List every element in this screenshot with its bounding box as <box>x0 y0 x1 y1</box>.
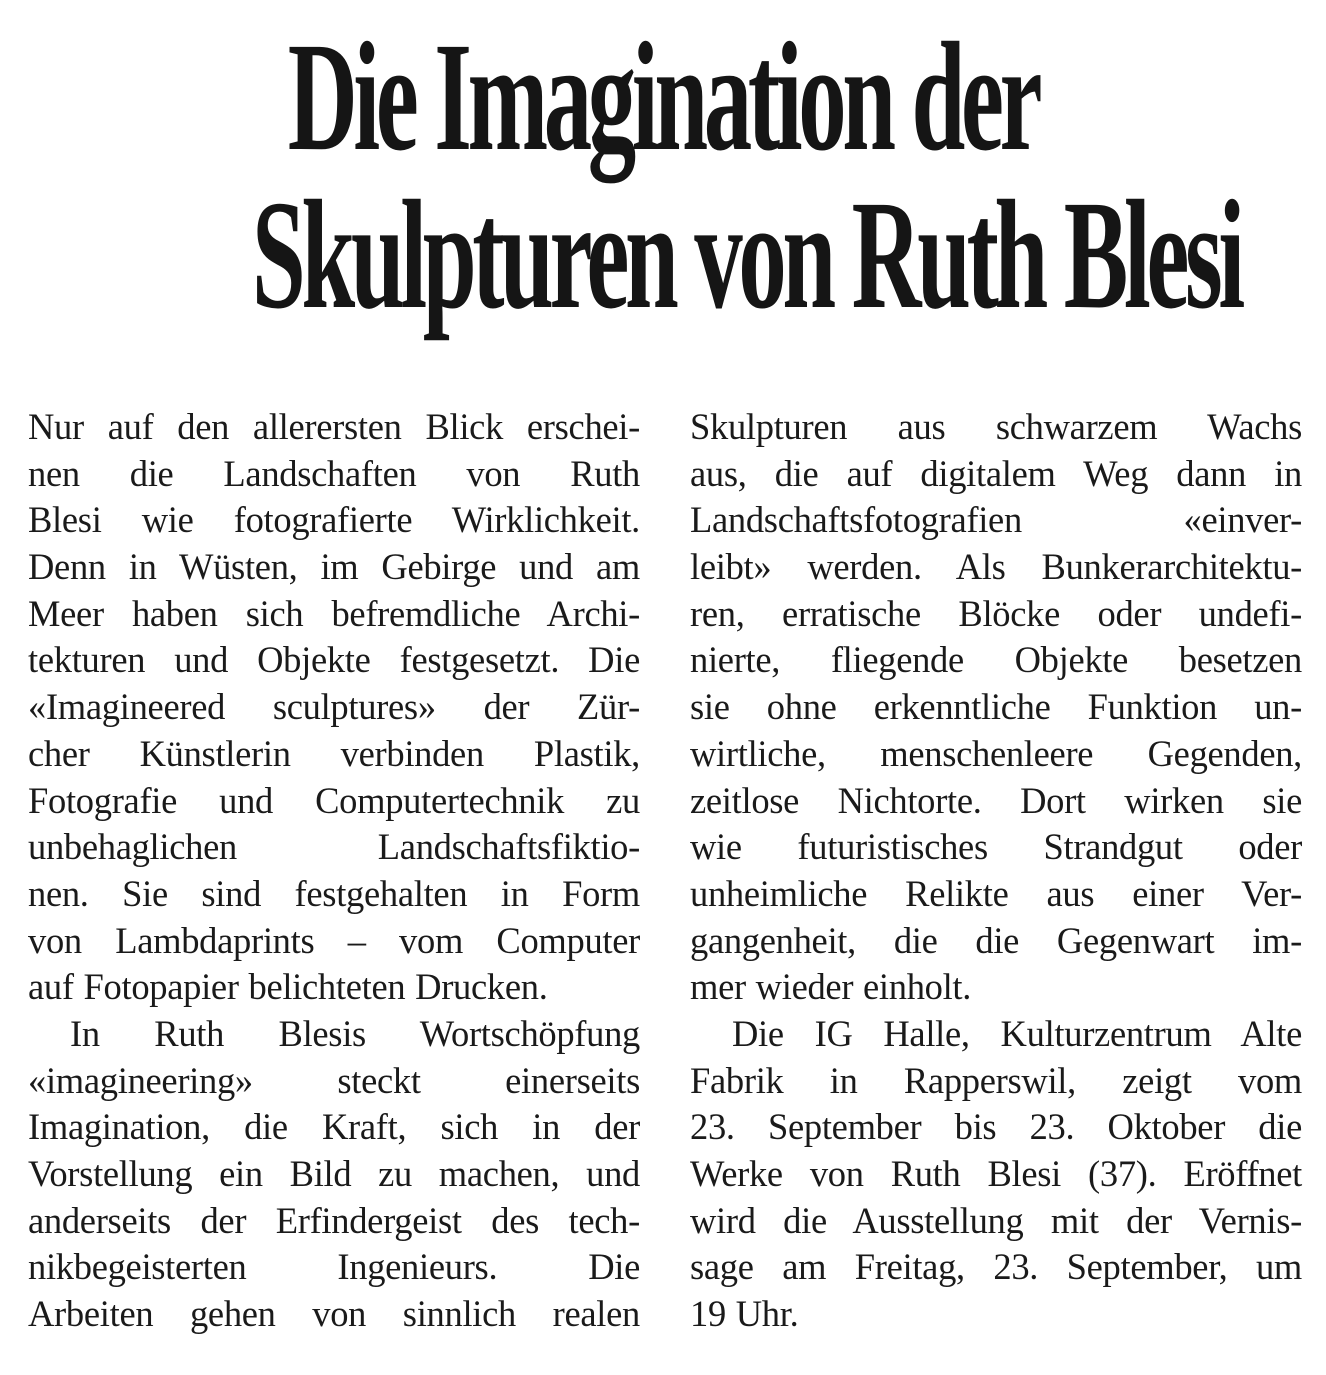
article-body <box>28 404 1308 1364</box>
text-line: «Imagineered sculptures» der Zür- <box>28 686 640 728</box>
text-line: unbehaglichen Landschaftsfiktio- <box>28 826 640 868</box>
text-line: Fabrik in Rapperswil, zeigt vom <box>690 1059 1302 1101</box>
text-line: nikbegeisterten Ingenieurs. Die <box>28 1246 640 1288</box>
article-headline <box>251 10 1241 341</box>
text-line: von Lambdaprints – vom Computer <box>28 919 640 961</box>
text-line: nierte, fliegende Objekte besetzen <box>690 639 1302 681</box>
text-line: cher Künstlerin verbinden Plastik, <box>28 732 640 774</box>
text-line: 19 Uhr. <box>690 1293 799 1335</box>
text-line: mer wieder einholt. <box>690 966 972 1008</box>
text-line: zeitlose Nichtorte. Dort wirken sie <box>690 779 1302 821</box>
text-line: Meer haben sich befremdliche Archi- <box>28 592 640 634</box>
text-line: Blesi wie fotografierte Wirklichkeit. <box>28 499 640 541</box>
text-line: gangenheit, die die Gegenwart im- <box>690 919 1302 961</box>
text-line: Fotografie und Computertechnik zu <box>28 779 640 821</box>
text-line: unheimliche Relikte aus einer Ver- <box>690 872 1302 914</box>
right-column <box>690 404 1302 1338</box>
text-line: auf Fotopapier belichteten Drucken. <box>28 966 548 1008</box>
text-line: In Ruth Blesis Wortschöpfung <box>70 1012 640 1054</box>
left-column <box>28 404 640 1338</box>
text-line: Arbeiten gehen von sinnlich realen <box>28 1293 640 1335</box>
text-line: tekturen und Objekte festgesetzt. Die <box>28 639 640 681</box>
headline-line-2: Skulpturen von Ruth Blesi <box>251 168 1241 341</box>
headline-line-1: Die Imagination der <box>287 10 1039 183</box>
text-line: ren, erratische Blöcke oder undefi- <box>690 592 1302 634</box>
text-line: nen. Sie sind festgehalten in Form <box>28 872 640 914</box>
text-line: Werke von Ruth Blesi (37). Eröffnet <box>690 1153 1302 1194</box>
text-line: Vorstellung ein Bild zu machen, und <box>28 1153 640 1194</box>
text-line: wie futuristisches Strandgut oder <box>690 826 1302 868</box>
text-line: 23. September bis 23. Oktober die <box>690 1106 1302 1148</box>
text-line: nen die Landschaften von Ruth <box>28 452 640 494</box>
text-line: Skulpturen aus schwarzem Wachs <box>690 406 1302 447</box>
text-line: Denn in Wüsten, im Gebirge und am <box>28 546 640 588</box>
text-line: anderseits der Erfindergeist des tech- <box>28 1199 640 1241</box>
text-line: Nur auf den allerersten Blick erschei- <box>28 406 640 447</box>
text-line: leibt» werden. Als Bunkerarchitektu- <box>690 546 1302 588</box>
text-line: sie ohne erkenntliche Funktion un- <box>690 686 1302 728</box>
text-line: Landschaftsfotografien «einver- <box>690 499 1302 541</box>
text-line: Imagination, die Kraft, sich in der <box>28 1106 640 1148</box>
text-line: wirtliche, menschenleere Gegenden, <box>690 732 1302 774</box>
text-line: aus, die auf digitalem Weg dann in <box>690 452 1302 494</box>
text-line: sage am Freitag, 23. September, um <box>690 1246 1302 1288</box>
text-line: «imagineering» steckt einerseits <box>28 1059 640 1101</box>
text-line: Die IG Halle, Kulturzentrum Alte <box>732 1012 1302 1054</box>
text-line: wird die Ausstellung mit der Vernis- <box>690 1199 1302 1241</box>
